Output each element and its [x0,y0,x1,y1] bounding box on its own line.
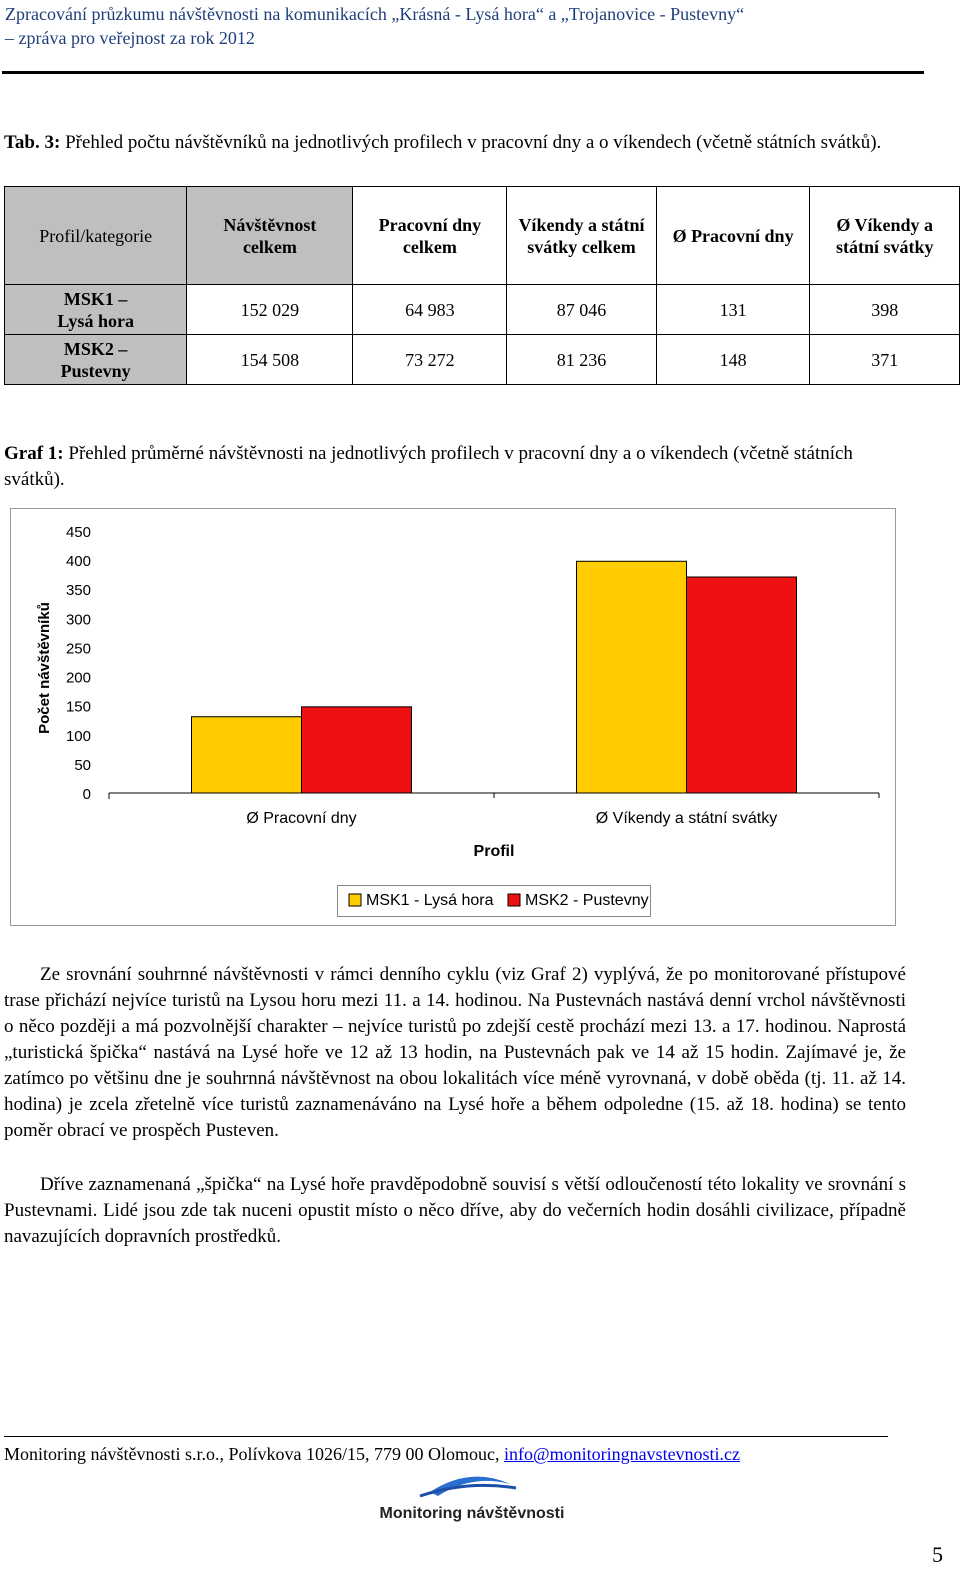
bar-chart [10,508,896,926]
table-cell: 148 [656,335,810,385]
y-tick-label: 450 [65,524,91,541]
footer-address: Monitoring návštěvnosti s.r.o., Polívkova 1026/15, 779 00 Olomouc, [4,1444,504,1464]
table-caption-text: Přehled počtu návštěvníků na jednotlivých profilech v pracovní dny a o víkendech (včetně státních svátků). [60,132,882,153]
y-tick-label: 350 [65,582,91,600]
y-tick-label: 150 [65,698,91,716]
table-caption-label: Tab. 3: [4,132,61,153]
legend-swatch-msk1 [349,894,361,906]
row-profile: MSK1 – Lysá hora [5,285,187,335]
y-tick-label: 50 [74,756,91,774]
header-total: Návštěvnost celkem [187,187,353,285]
page-header [5,2,905,50]
legend-swatch-msk2 [508,894,520,906]
header-workdays-total: Pracovní dny celkem [353,187,507,285]
table-cell: 87 046 [507,285,657,335]
y-tick-label: 300 [65,611,91,629]
bar-msk2-1 [687,577,797,793]
footer-email-link[interactable]: info@monitoringnavstevnosti.cz [504,1444,741,1464]
company-logo [360,1470,584,1530]
y-axis-title: Počet návštěvníků [36,602,53,734]
legend-svg [338,886,650,916]
header-profile: Profil/kategorie [5,187,187,285]
header-line-2: – zpráva pro veřejnost za rok 2012 [5,28,255,48]
y-tick-label: 0 [82,786,91,803]
row-profile: MSK2 – Pustevny [5,335,187,385]
header-weekends-total: Víkendy a státní svátky celkem [507,187,657,285]
paragraph-2: Dříve zaznamenaná „špička“ na Lysé hoře pravděpodobně souvisí s větší odloučeností této lokality ve srovnání s Pustevnami. Lidé jsou zde tak nuceni opustit místo o něco dříve, aby do večerních hodin dosáhli civilizace, případně navazujících dopravních prostředků. [4,1174,906,1247]
y-tick-label: 250 [65,640,91,658]
header-rule [2,71,924,74]
table-cell: 64 983 [353,285,507,335]
table-cell: 154 508 [187,335,353,385]
chart-caption-text: Přehled průměrné návštěvnosti na jednotlivých profilech v pracovní dny a o víkendech (včetně státních svátků). [4,443,853,490]
header-line-1: Zpracování průzkumu návštěvnosti na komunikacích „Krásná - Lysá hora“ a „Trojanovice - Pustevny“ [5,4,745,24]
bar-msk1-0 [192,717,302,793]
y-tick-label: 400 [65,553,91,571]
table-cell: 371 [810,335,960,385]
table-caption [4,130,904,156]
footer [4,1441,740,1467]
chart-caption [4,441,884,493]
table-cell: 81 236 [507,335,657,385]
header-avg-weekends: Ø Víkendy a státní svátky [810,187,960,285]
paragraph-1: Ze srovnání souhrnné návštěvnosti v rámci denního cyklu (viz Graf 2) vyplývá, že po monitorované přístupové trase přichází nejvíce turistů na Lysou horu mezi 11. a 14. hodinou. Na Pustevnách nastává denní vrchol návštěvnosti o něco později a má pozvolnější charakter – nejvíce turistů po zdejší cestě prochází mezi 13. a 17. hodinou. Naprostá „turistická špička“ nastává na Lysé hoře ve 12 až 13 hodin, na Pustevnách pak ve 14 až 15 hodin. Zajímavé je, že zatímco po většinu dne je souhrnná návštěvnost na obou lokalitách více méně vyrovnaná, v době oběda (tj. 11. až 14. hodina) je zcela zřetelně více turistů zaznamenáváno na Lysé hoře a během odpoledne (15. až 18. hodina) se tento poměr obrací ve prospěch Pusteven. [4,964,906,1141]
header-avg-workdays: Ø Pracovní dny [656,187,810,285]
page-number: 5 [932,1542,943,1567]
table-cell: 73 272 [353,335,507,385]
logo-svg [360,1470,584,1530]
chart-caption-label: Graf 1: [4,443,64,464]
x-axis-title: Profil [473,843,515,860]
table-cell: 131 [656,285,810,335]
legend-label-msk2: MSK2 - Pustevny [525,892,649,909]
legend-label-msk1: MSK1 - Lysá hora [366,892,494,909]
chart-legend [337,885,651,917]
bar-msk1-1 [577,561,687,793]
footer-rule [4,1436,888,1437]
logo-text: Monitoring návštěvnosti [379,1505,565,1522]
table-cell: 152 029 [187,285,353,335]
table-row [5,335,960,385]
chart-svg [11,509,895,925]
x-category-label: Ø Pracovní dny [246,810,357,827]
bar-msk2-0 [302,707,412,793]
x-category-label: Ø Víkendy a státní svátky [595,810,778,827]
y-tick-label: 200 [65,669,91,687]
visitor-table [4,186,960,385]
table-row [5,285,960,335]
y-tick-label: 100 [65,727,91,745]
table-cell: 398 [810,285,960,335]
